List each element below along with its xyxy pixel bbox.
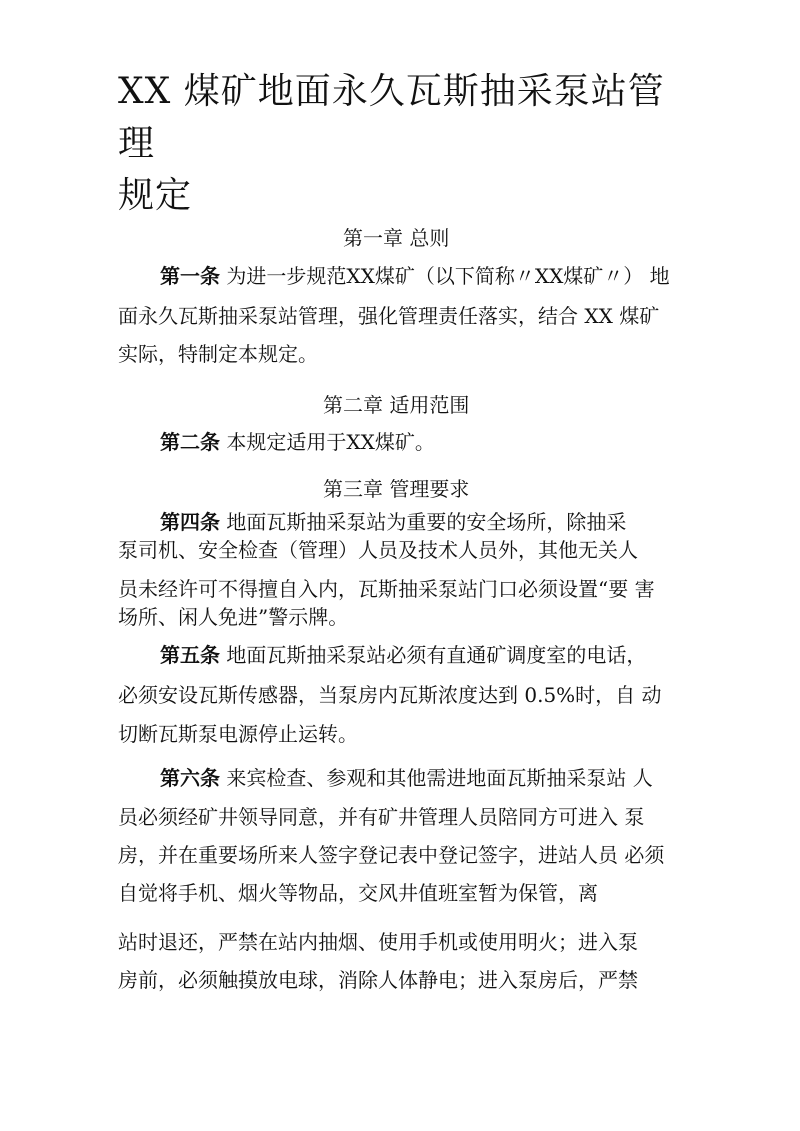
article-5-line-2: 必须安设瓦斯传感器，当泵房内瓦斯浓度达到 0.5%时，自 动 — [118, 683, 662, 707]
article-5-line-1 — [160, 641, 646, 669]
chapter-heading-2: 第二章 适用范围 — [323, 393, 470, 417]
article-5-text-1: 地面瓦斯抽采泵站必须有直通矿调度室的电话， — [226, 643, 647, 667]
article-6-line-4: 自觉将手机、烟火等物品，交风井值班室暂为保管，离 — [118, 881, 598, 905]
article-4-label: 第四条 — [160, 510, 220, 534]
article-1-line-1 — [160, 262, 670, 290]
document-title-line-1: XX 煤矿地面永久瓦斯抽采泵站管理 — [118, 71, 665, 164]
article-4-text-1: 地面瓦斯抽采泵站为重要的安全场所，除抽采 — [226, 510, 627, 534]
article-1-text-1: 为进一步规范XX煤矿（以下简称〃XX煤矿〃） 地 — [226, 264, 670, 288]
article-6-line-6: 房前，必须触摸放电球，消除人体静电；进入泵房后，严禁 — [118, 968, 638, 992]
article-2-label: 第二条 — [160, 430, 220, 454]
article-4-line-1 — [160, 508, 626, 536]
article-6-line-3: 房，并在重要场所来人签字登记表中登记签字，进站人员 必须 — [118, 843, 665, 867]
article-5-line-3: 切断瓦斯泵电源停止运转。 — [118, 722, 358, 746]
article-4-line-3: 员未经许可不得擅自入内，瓦斯抽采泵站门口必须设置“要 害 — [118, 577, 655, 601]
chapter-heading-1: 第一章 总则 — [343, 226, 450, 250]
article-1-label: 第一条 — [160, 264, 220, 288]
article-2-text-1: 本规定适用于XX煤矿。 — [226, 430, 435, 454]
article-1-line-3: 实际，特制定本规定。 — [118, 342, 318, 366]
document-title — [118, 66, 698, 222]
article-6-line-1 — [160, 764, 653, 792]
article-1-line-2: 面永久瓦斯抽采泵站管理，强化管理责任落实，结合 XX 煤矿 — [118, 304, 660, 328]
document-title-line-2: 规定 — [118, 175, 193, 216]
article-6-line-5: 站时退还，严禁在站内抽烟、使用手机或使用明火；进入泵 — [118, 930, 638, 954]
article-4-line-4: 场所、闲人免进”警示牌。 — [118, 605, 349, 629]
article-6-line-2: 员必须经矿井领导同意，并有矿井管理人员陪同方可进入 泵 — [118, 805, 645, 829]
article-6-label: 第六条 — [160, 766, 220, 790]
chapter-heading-3: 第三章 管理要求 — [323, 477, 470, 501]
article-6-text-1: 来宾检查、参观和其他需进地面瓦斯抽采泵站 人 — [226, 766, 653, 790]
article-5-label: 第五条 — [160, 643, 220, 667]
article-4-line-2: 泵司机、安全检查（管理）人员及技术人员外，其他无关人 — [118, 538, 638, 562]
article-2-line-1 — [160, 428, 435, 456]
